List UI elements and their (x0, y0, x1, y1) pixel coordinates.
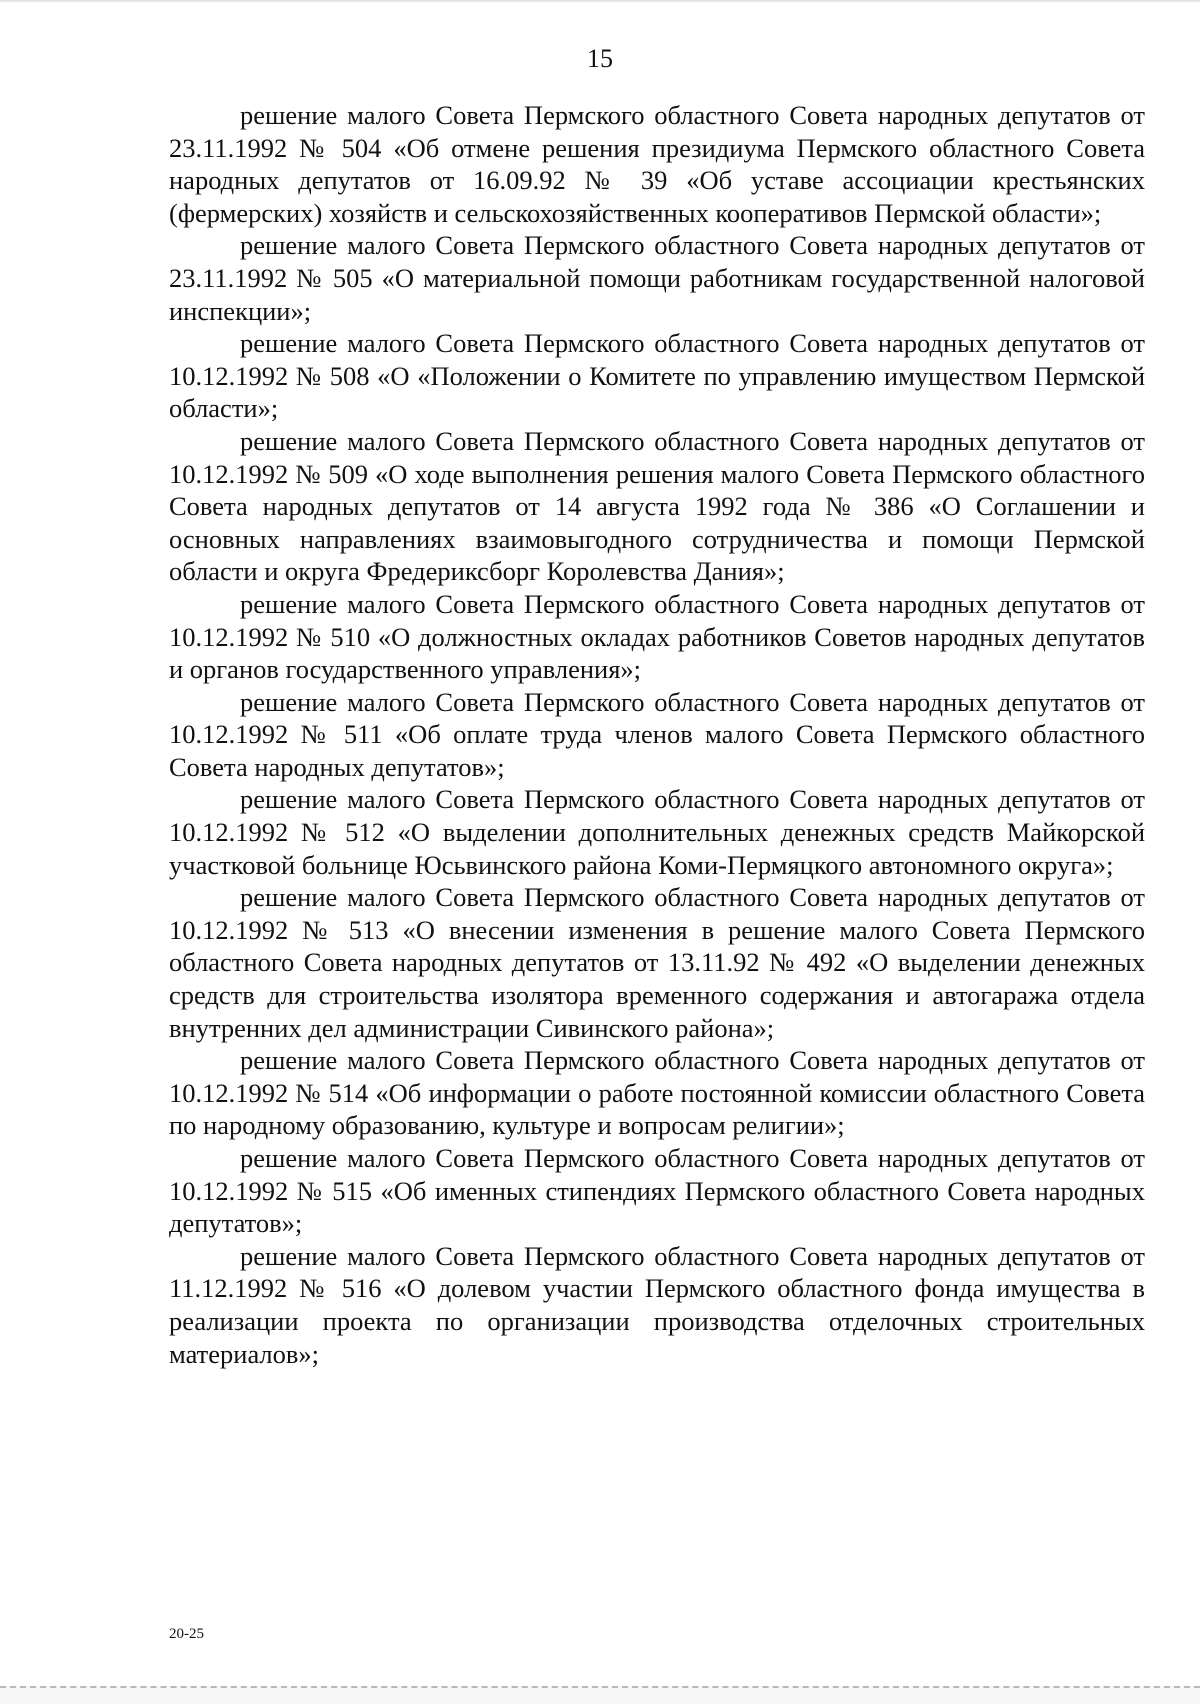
document-body (169, 99, 1145, 1370)
decision-paragraph: решение малого Совета Пермского областного Совета народных депутатов от 23.11.1992 № 505 «О материальной помощи работникам государственной налоговой инспекции»; (169, 230, 1145, 326)
decision-paragraph: решение малого Совета Пермского областного Совета народных депутатов от 10.12.1992 № 509 «О ходе выполнения решения малого Совета Пермского областного Совета народных депутатов от 14 августа 1992 года № 386 «О Соглашении и основных направлениях взаимовыгодного сотрудничества и помощи Пермской области и округа Фредериксборг Королевства Дания»; (169, 425, 1145, 587)
decision-paragraph: решение малого Совета Пермского областного Совета народных депутатов от 10.12.1992 № 508 «О «Положении о Комитете по управлению имуществом Пермской области»; (169, 328, 1145, 424)
scan-edge-bottom (0, 1686, 1200, 1704)
decision-paragraph: решение малого Совета Пермского областного Совета народных депутатов от 10.12.1992 № 512 «О выделении дополнительных денежных средств Майкорской участковой больнице Юсьвинского района Коми-Пермяцкого автономного округа»; (169, 784, 1145, 880)
decision-paragraph: решение малого Совета Пермского областного Совета народных депутатов от 10.12.1992 № 511 «Об оплате труда членов малого Совета Пермского областного Совета народных депутатов»; (169, 686, 1145, 782)
decision-paragraph: решение малого Совета Пермского областного Совета народных депутатов от 10.12.1992 № 514 «Об информации о работе постоянной комиссии областного Совета по народному образованию, культуре и вопросам религии»; (169, 1045, 1145, 1141)
decision-paragraph: решение малого Совета Пермского областного Совета народных депутатов от 10.12.1992 № 515 «Об именных стипендиях Пермского областного Совета народных депутатов»; (169, 1143, 1145, 1239)
decision-paragraph: решение малого Совета Пермского областного Совета народных депутатов от 11.12.1992 № 516 «О долевом участии Пермского областного фонда имущества в реализации проекта по организации производства отделочных строительных материалов»; (169, 1240, 1145, 1369)
footer-code: 20-25 (169, 1626, 204, 1642)
page-number: 15 (587, 44, 613, 73)
decision-paragraph: решение малого Совета Пермского областного Совета народных депутатов от 10.12.1992 № 513 «О внесении изменения в решение малого Совета Пермского областного Совета народных депутатов от 13.11.92 № 492 «О выделении денежных средств для строительства изолятора временного содержания и автогаража отдела внутренних дел администрации Сивинского района»; (169, 882, 1145, 1043)
decision-paragraph: решение малого Совета Пермского областного Совета народных депутатов от 23.11.1992 № 504 «Об отмене решения президиума Пермского областного Совета народных депутатов от 16.09.92 № 39 «Об уставе ассоциации крестьянских (фермерских) хозяйств и сельскохозяйственных кооперативов Пермской области»; (169, 100, 1145, 228)
scan-edge-top (0, 0, 1200, 3)
decision-paragraph: решение малого Совета Пермского областного Совета народных депутатов от 10.12.1992 № 510 «О должностных окладах работников Советов народных депутатов и органов государственного управления»; (169, 588, 1145, 685)
